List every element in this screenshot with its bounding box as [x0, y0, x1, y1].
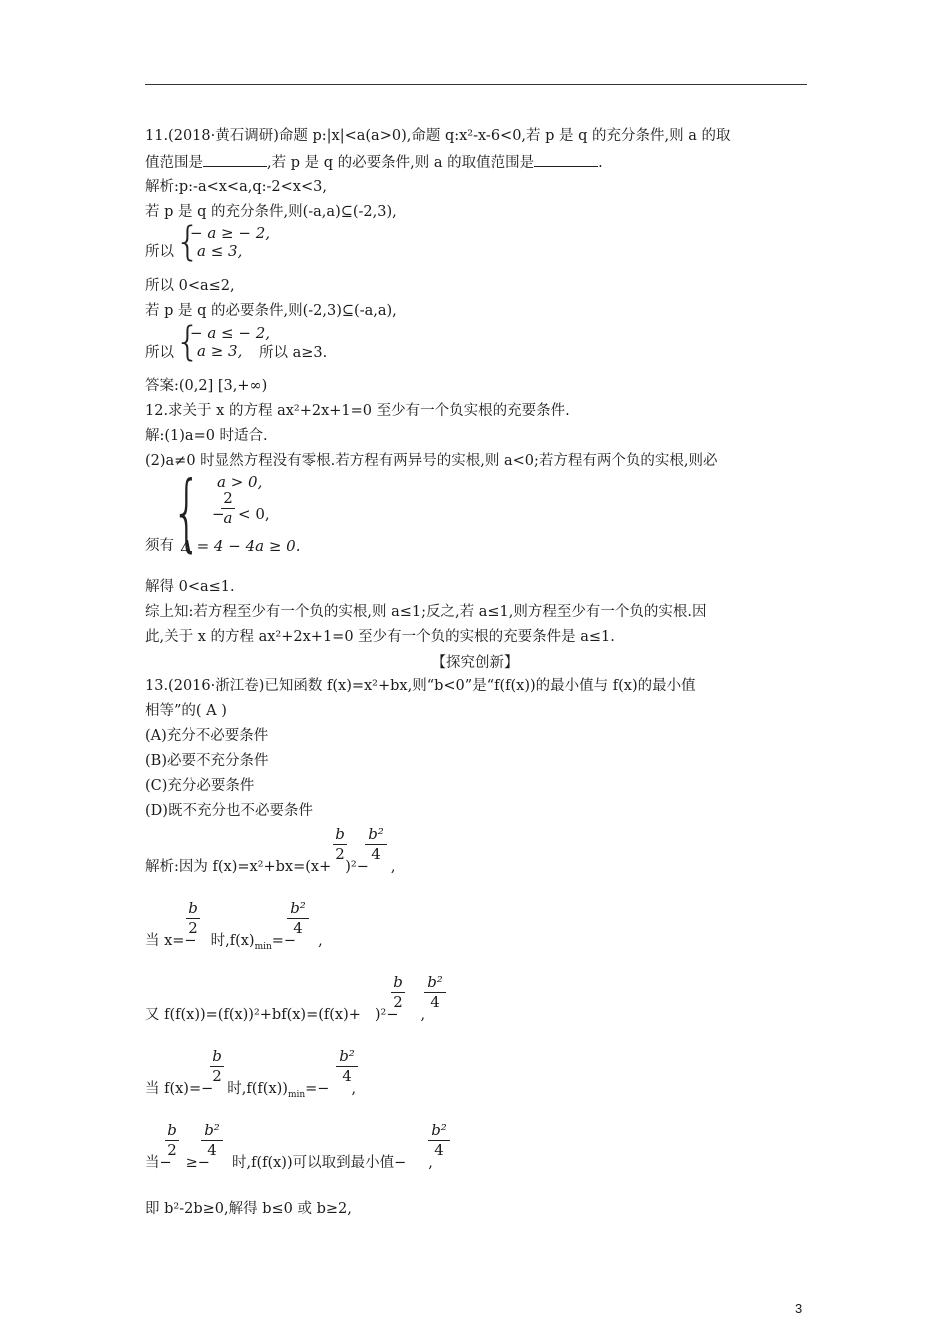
q11-system1-line2: a ≤ 3,: [197, 242, 243, 260]
section-title: 【探究创新】: [431, 655, 519, 671]
q12-condition-3: Δ = 4 − 4a ≥ 0.: [181, 537, 301, 555]
q13-line2: 相等”的( A ): [145, 703, 227, 719]
q11-solution-1: 解析:p:-a<x<a,q:-2<x<3,: [145, 179, 327, 195]
q12-solution-4: 综上知:若方程至少有一个负的实根,则 a≤1;反之,若 a≤1,则方程至少有一个负的实根.因: [145, 604, 707, 620]
q11-system2-line1: − a ≤ − 2,: [190, 324, 271, 342]
page-number: 3: [795, 1301, 803, 1316]
fraction-b-over-2: b 2: [391, 974, 405, 1011]
q11-system1-line1: − a ≥ − 2,: [190, 224, 271, 242]
q12-fraction: 2 a: [221, 490, 235, 527]
q11-suoyi-2: 所以: [145, 345, 174, 361]
fraction-b2-over-4: b² 4: [336, 1048, 358, 1085]
q12-condition-2-neg: −: [212, 505, 225, 523]
header-rule: [145, 84, 807, 85]
fraction-b2-over-4: b² 4: [201, 1122, 223, 1159]
q13-solution-6: 即 b²-2b≥0,解得 b≤0 或 b≥2,: [145, 1201, 352, 1217]
q11-solution-5: 所以 a≥3.: [259, 345, 328, 361]
fraction-b2-over-4: b² 4: [287, 900, 309, 937]
q13-solution-4: 当 f(x)=− 时$,f(f(x))_{min}=-$ ,: [145, 1081, 357, 1100]
q13-solution-1: 解析:因为 f(x)=x²+bx=(x+ )²− ,: [145, 859, 396, 875]
q13-solution-2: 当 x=− 时$,f(x)_{min}=-$ ,: [145, 933, 323, 952]
system-brace: {: [175, 219, 201, 265]
option-b: (B)必要不充分条件: [145, 753, 269, 769]
fraction-b2-over-4: b² 4: [365, 826, 387, 863]
q13-line1: 13.(2016·浙江卷)已知函数 f(x)=x²+bx,则“b<0”是“f(f(x))的最小值与 f(x)的最小值: [145, 678, 696, 694]
q12-solution-2: (2)a≠0 时显然方程没有零根.若方程有两异号的实根,则 a<0;若方程有两个负的实根,则必: [145, 453, 718, 469]
system-brace-large: {: [172, 463, 202, 561]
answer-blank-2: [534, 152, 598, 167]
q11-answer: 答案:(0,2] [3,+∞): [145, 378, 268, 394]
fraction-b2-over-4: b² 4: [424, 974, 446, 1011]
fraction-b2-over-4: b² 4: [428, 1122, 450, 1159]
q12-line1: 12.求关于 x 的方程 ax²+2x+1=0 至少有一个负实根的充要条件.: [145, 403, 570, 419]
q11-solution-4: 若 p 是 q 的必要条件,则(-2,3)⊆(-a,a),: [145, 303, 397, 319]
system-brace: {: [175, 319, 201, 365]
option-a: (A)充分不必要条件: [145, 728, 269, 744]
q11-line1: 11.(2018·黄石调研)命题 p:|x|<a(a>0),命题 q:x²-x-6<0,若 p 是 q 的充分条件,则 a 的取: [145, 128, 731, 144]
q13-solution-3: 又 f(f(x))=(f(x))²+bf(x)=(f(x)+ )²− ,: [145, 1007, 426, 1023]
q11-line2: 值范围是 ,若 p 是 q 的必要条件,则 a 的取值范围是 .: [145, 152, 603, 172]
fraction-b-over-2: b 2: [165, 1122, 179, 1159]
q12-condition-2-rest: < 0,: [238, 505, 270, 523]
q11-suoyi-1: 所以: [145, 244, 174, 260]
option-d: (D)既不充分也不必要条件: [145, 803, 313, 819]
q12-condition-1: a > 0,: [217, 473, 263, 491]
fraction-b-over-2: b 2: [186, 900, 200, 937]
option-c: (C)充分必要条件: [145, 778, 255, 794]
answer-blank-1: [203, 152, 267, 167]
q11-system2-line2: a ≥ 3,: [197, 342, 243, 360]
q12-xuyou: 须有: [145, 538, 174, 554]
fraction-b-over-2: b 2: [333, 826, 347, 863]
q13-solution-5: 当− ≥− 时,f(f(x))可以取到最小值− ,: [145, 1155, 433, 1171]
q11-solution-3: 所以 0<a≤2,: [145, 278, 235, 294]
q11-solution-2: 若 p 是 q 的充分条件,则(-a,a)⊆(-2,3),: [145, 204, 397, 220]
q12-solution-5: 此,关于 x 的方程 ax²+2x+1=0 至少有一个负的实根的充要条件是 a≤1.: [145, 629, 615, 645]
q12-solution-1: 解:(1)a=0 时适合.: [145, 428, 268, 444]
q12-solution-3: 解得 0<a≤1.: [145, 579, 235, 595]
fraction-b-over-2: b 2: [210, 1048, 224, 1085]
